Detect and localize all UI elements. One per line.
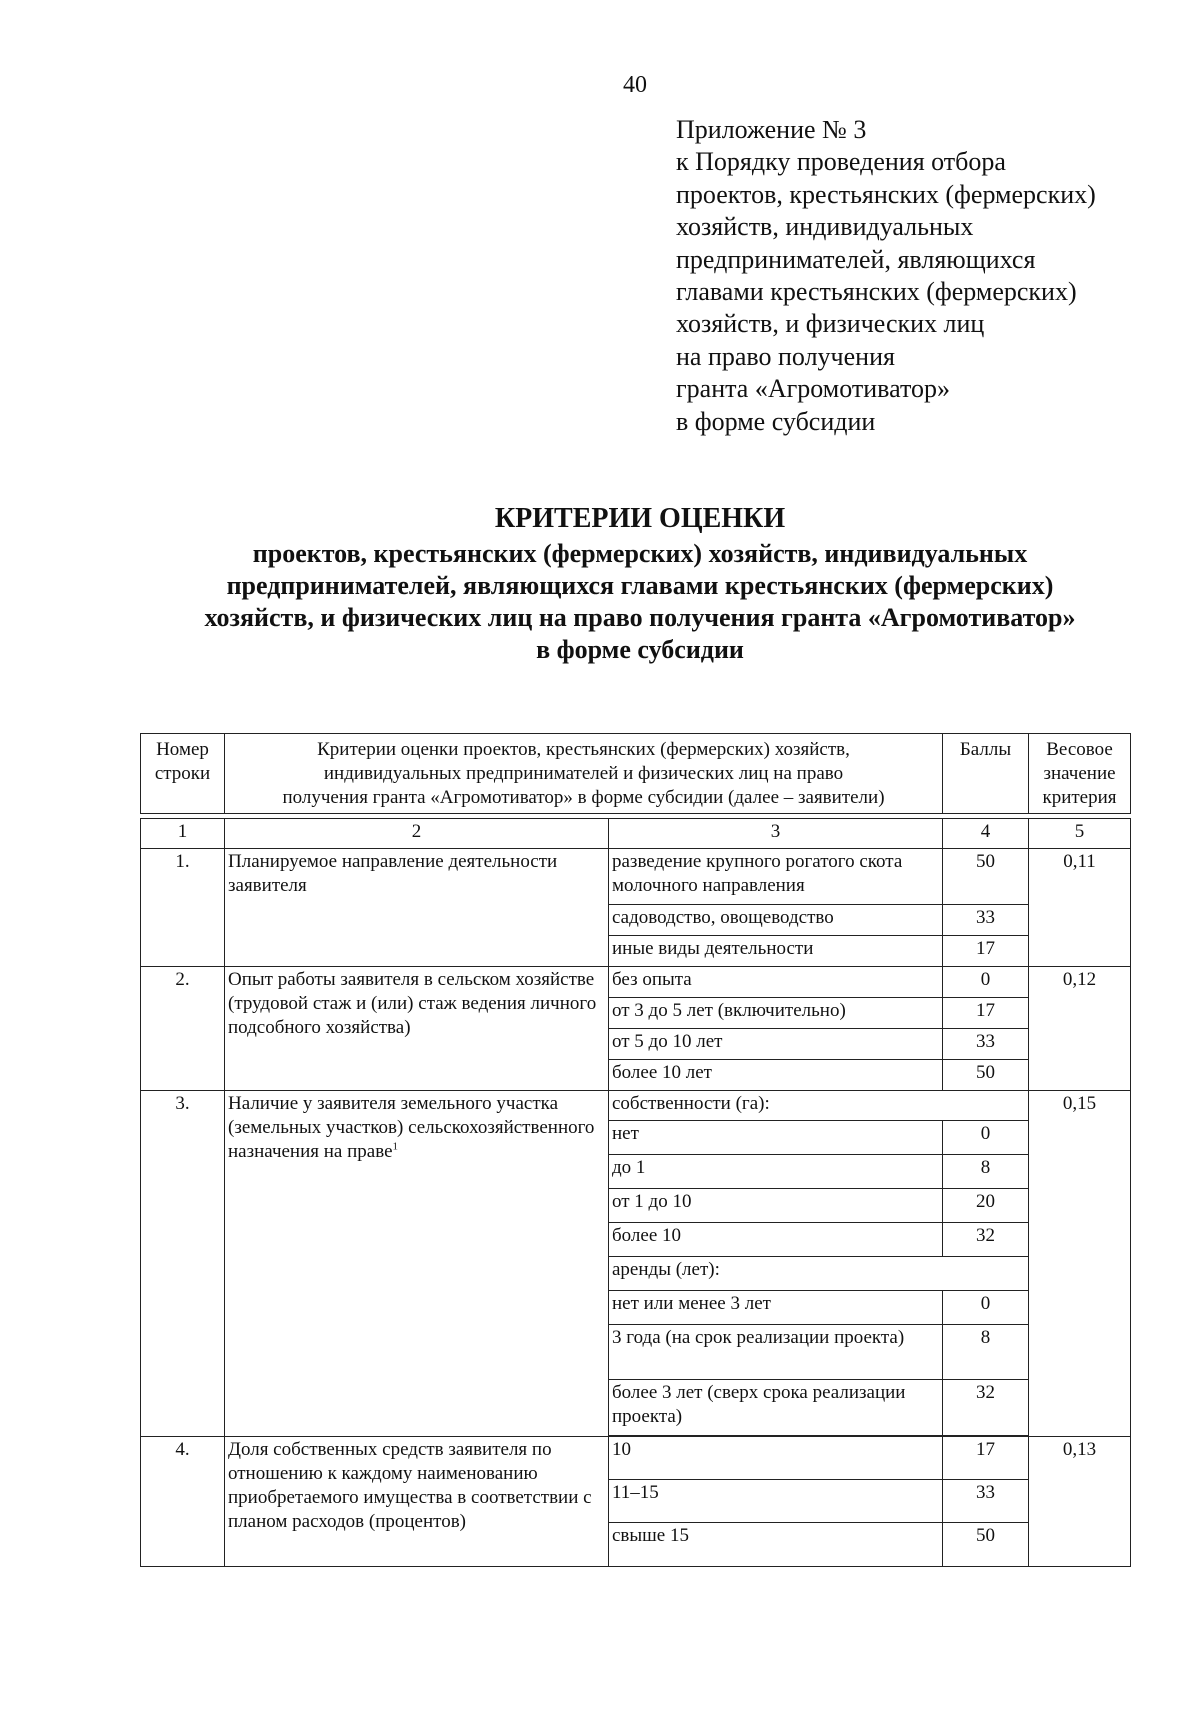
annex-line: на право получения (676, 341, 895, 371)
annex-line: предпринимателей, являющихся (676, 244, 1036, 274)
option-text: разведение крупного рогатого скота молочного направления (609, 849, 943, 905)
option-points: 33 (943, 905, 1029, 936)
page-number: 40 (623, 72, 647, 98)
title-main: КРИТЕРИИ ОЦЕНКИ (494, 503, 786, 534)
option-text: нет (609, 1121, 943, 1155)
criteria-table (140, 818, 1131, 1567)
document-title (120, 502, 1160, 666)
option-text: садоводство, овощеводство (609, 905, 943, 936)
header-criteria: Критерии оценки проектов, крестьянских (фермерских) хозяйств, индивидуальных предпринимателей и физических лиц на право получения гранта «Агромотиватор» в форме субсидии (далее – заявители) (225, 734, 943, 814)
column-number: 1 (141, 819, 225, 849)
option-points: 33 (943, 1029, 1029, 1060)
title-line: в форме субсидии (536, 635, 744, 664)
option-points: 50 (943, 849, 1029, 905)
annex-line: хозяйств, и физических лиц (676, 309, 985, 339)
column-number: 3 (609, 819, 943, 849)
title-line: хозяйств, и физических лиц на право получения гранта «Агромотиватор» (204, 603, 1076, 632)
option-text: от 1 до 10 (609, 1189, 943, 1223)
criteria-table-header (140, 733, 1131, 814)
criterion-text: Доля собственных средств заявителя по отношению к каждому наименованию приобретаемого имущества в соответствии с планом расходов (процентов) (225, 1437, 609, 1567)
option-text: без опыта (609, 967, 943, 998)
column-number: 4 (943, 819, 1029, 849)
annex-line: хозяйств, индивидуальных (676, 212, 974, 242)
criterion-text: Опыт работы заявителя в сельском хозяйстве (трудовой стаж и (или) стаж ведения личного подсобного хозяйства) (225, 967, 609, 1091)
header-row-number: Номер строки (141, 734, 225, 814)
option-text: более 3 лет (сверх срока реализации проекта) (609, 1380, 943, 1436)
table-row (141, 967, 1131, 998)
table-row (141, 1091, 1131, 1121)
option-points: 17 (943, 936, 1029, 967)
criterion-weight: 0,11 (1029, 849, 1131, 967)
option-text: иные виды деятельности (609, 936, 943, 967)
option-points: 8 (943, 1155, 1029, 1189)
option-text: более 10 (609, 1223, 943, 1257)
option-points: 32 (943, 1380, 1029, 1436)
title-line: предпринимателей, являющихся главами крестьянских (фермерских) (226, 571, 1054, 600)
criterion-weight: 0,12 (1029, 967, 1131, 1091)
option-points: 50 (943, 1060, 1029, 1091)
option-text: свыше 15 (609, 1523, 943, 1567)
annex-header (676, 114, 1176, 438)
option-points: 0 (943, 967, 1029, 998)
option-text: от 3 до 5 лет (включительно) (609, 998, 943, 1029)
option-points: 32 (943, 1223, 1029, 1257)
criterion-weight: 0,15 (1029, 1091, 1131, 1437)
option-points: 50 (943, 1523, 1029, 1567)
option-text: 10 (609, 1437, 943, 1480)
column-numbers-row (141, 819, 1131, 849)
column-number: 2 (225, 819, 609, 849)
header-weight: Весовое значение критерия (1029, 734, 1131, 814)
option-group-label: собственности (га): (609, 1091, 1029, 1121)
option-points: 17 (943, 1437, 1029, 1480)
annex-line: в форме субсидии (676, 406, 876, 436)
annex-line: проектов, крестьянских (фермерских) (676, 179, 1096, 209)
row-number: 1. (141, 849, 225, 967)
annex-line: гранта «Агромотиватор» (676, 374, 950, 404)
table-row (141, 849, 1131, 905)
option-text: до 1 (609, 1155, 943, 1189)
criterion-text: Планируемое направление деятельности заявителя (225, 849, 609, 967)
annex-line: к Порядку проведения отбора (676, 147, 1006, 177)
option-points: 8 (943, 1325, 1029, 1380)
option-text: от 5 до 10 лет (609, 1029, 943, 1060)
option-text: более 10 лет (609, 1060, 943, 1091)
row-number: 4. (141, 1437, 225, 1567)
title-line: проектов, крестьянских (фермерских) хозяйств, индивидуальных (252, 539, 1028, 568)
row-number: 2. (141, 967, 225, 1091)
option-points: 17 (943, 998, 1029, 1029)
option-points: 0 (943, 1291, 1029, 1325)
row-number: 3. (141, 1091, 225, 1437)
option-text: 11–15 (609, 1480, 943, 1523)
table-row (141, 1437, 1131, 1480)
header-points: Баллы (943, 734, 1029, 814)
option-points: 20 (943, 1189, 1029, 1223)
annex-line: Приложение № 3 (676, 115, 867, 144)
option-text: 3 года (на срок реализации проекта) (609, 1325, 943, 1380)
criterion-text: Наличие у заявителя земельного участка (земельных участков) сельскохозяйственного назначения на праве$^1$ (225, 1091, 609, 1437)
column-number: 5 (1029, 819, 1131, 849)
option-text: нет или менее 3 лет (609, 1291, 943, 1325)
criterion-weight: 0,13 (1029, 1437, 1131, 1567)
annex-line: главами крестьянских (фермерских) (676, 277, 1077, 307)
option-points: 33 (943, 1480, 1029, 1523)
footnote-marker: 1 (392, 1140, 399, 1153)
option-group-label: аренды (лет): (609, 1257, 1029, 1291)
option-points: 0 (943, 1121, 1029, 1155)
title-subtitle (120, 538, 1160, 666)
